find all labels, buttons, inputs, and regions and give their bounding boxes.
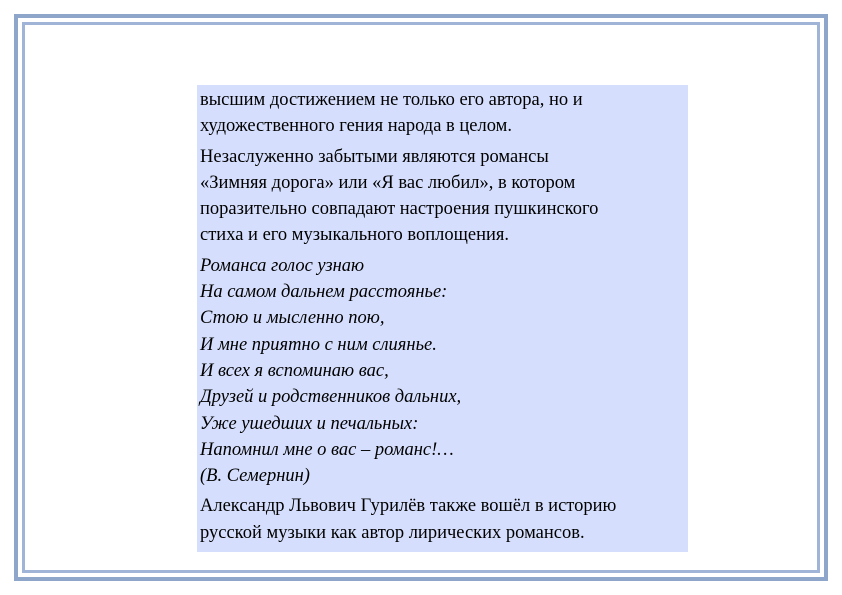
poem-line: Романса голос узнаю	[200, 255, 365, 276]
poem-line: И всех я вспоминаю вас,	[200, 360, 389, 381]
text-line: Александр Львович Гурилёв также вошёл в историю	[200, 496, 617, 517]
poem-quote	[200, 253, 688, 490]
poem-line: Напомнил мне о вас – романс!…	[200, 439, 454, 460]
text-line: русской музыки как автор лирических романсов.	[200, 522, 585, 543]
paragraph-gurilev	[200, 493, 688, 546]
poem-line: Друзей и родственников дальних,	[200, 387, 462, 408]
text-line: Незаслуженно забытыми являются романсы	[200, 146, 549, 167]
text-line: «Зимняя дорога» или «Я вас любил», в котором	[200, 172, 576, 193]
paragraph-romances	[200, 144, 688, 249]
paragraph-intro	[200, 87, 688, 140]
poem-line: Уже ушедших и печальных:	[200, 413, 419, 434]
text-line: художественного гения народа в целом.	[200, 116, 512, 137]
poem-line: И мне приятно с ним слиянье.	[200, 334, 437, 355]
poem-line: Стою и мысленно пою,	[200, 308, 385, 329]
text-line: поразительно совпадают настроения пушкинского	[200, 199, 599, 220]
poem-author: (В. Семернин)	[200, 466, 310, 487]
text-line: стиха и его музыкального воплощения.	[200, 225, 510, 246]
text-line: высшим достижением не только его автора, но и	[200, 90, 583, 110]
poem-line: На самом дальнем расстоянье:	[200, 282, 448, 303]
text-block	[197, 85, 688, 552]
